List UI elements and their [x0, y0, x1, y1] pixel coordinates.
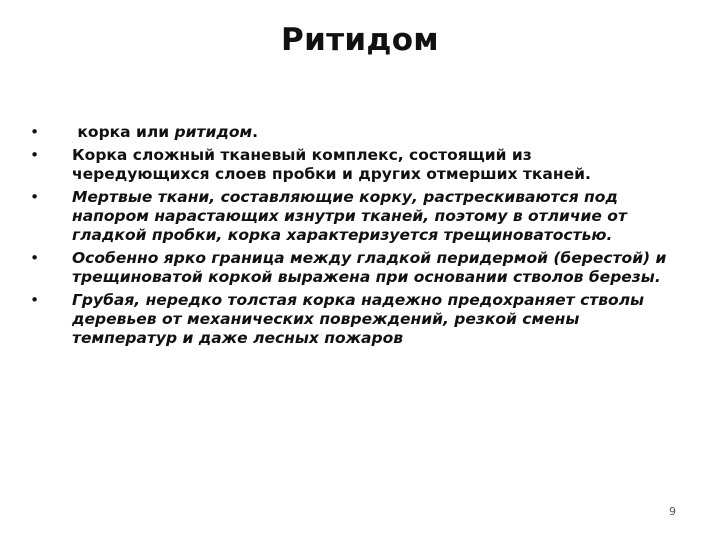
bullet-text-emphasis: ритидом: [174, 123, 253, 141]
bullet-text: Мертвые ткани, составляющие корку, растрескиваются под напором нарастающих изнутри тканей, поэтому в отличие от гладкой пробки, корка характеризуется трещиноватостью.: [72, 188, 627, 244]
bullet-text-suffix: .: [252, 123, 259, 141]
bullet-item: [30, 146, 670, 184]
bullet-dot-icon: •: [30, 123, 40, 141]
bullet-text: Грубая, нередко толстая корка надежно предохраняет стволы деревьев от механических повреждений, резкой смены температур и даже лесных пожаров: [72, 291, 645, 347]
bullet-text-prefix: корка или: [72, 123, 175, 141]
bullet-text: Особенно ярко граница между гладкой перидермой (берестой) и трещиноватой коркой выражена при основании стволов березы.: [72, 249, 667, 286]
bullet-dot-icon: •: [30, 291, 40, 309]
bullet-text: Корка сложный тканевый комплекс, состоящий из чередующихся слоев пробки и других отмерших тканей.: [72, 146, 591, 183]
slide-title: Ритидом: [281, 22, 439, 58]
bullet-list: [30, 123, 670, 352]
bullet-item: [30, 291, 670, 348]
bullet-dot-icon: •: [30, 146, 40, 164]
bullet-item: [30, 249, 670, 287]
bullet-dot-icon: •: [30, 249, 40, 267]
bullet-item: [30, 188, 670, 245]
bullet-item: [30, 123, 670, 142]
bullet-dot-icon: •: [30, 188, 40, 206]
bullet-text: [72, 123, 258, 141]
page-number: 9: [669, 505, 676, 518]
